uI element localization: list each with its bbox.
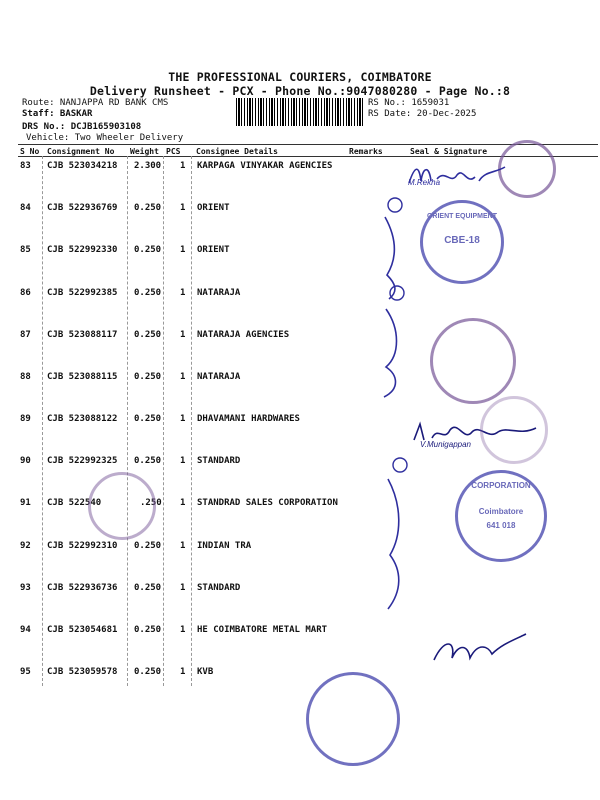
row-pcs: 1 <box>180 498 186 508</box>
row-pcs: 1 <box>180 583 186 593</box>
row-pcs: 1 <box>180 330 186 340</box>
row-consignment: CJB 522992385 <box>47 288 118 298</box>
standard-seal-stamp <box>455 470 547 562</box>
rs-number: RS No.: 1659031 <box>368 98 450 108</box>
row-pcs: 1 <box>180 541 186 551</box>
signature-row89-text: V.Munigappan <box>420 440 471 449</box>
vehicle-info: Vehicle: Two Wheeler Delivery <box>26 133 184 143</box>
barcode <box>236 98 364 126</box>
signature-row94 <box>430 630 530 670</box>
row-sno: 93 <box>20 583 31 593</box>
row-sno: 91 <box>20 498 31 508</box>
row-sno: 87 <box>20 330 31 340</box>
row-consignment: CJB 522992325 <box>47 456 118 466</box>
row-consignment: CJB 523059578 <box>47 667 118 677</box>
row-pcs: 1 <box>180 414 186 424</box>
row-sno: 83 <box>20 161 31 171</box>
col-separator <box>163 156 164 686</box>
row-weight: 0.250 <box>134 625 162 635</box>
row-consignment: CJB 522540 <box>47 498 102 508</box>
orient-stamp-code: CBE-18 <box>444 235 480 246</box>
drs-number: DRS No.: DCJB165903108 <box>22 122 142 132</box>
row-pcs: 1 <box>180 625 186 635</box>
standard-stamp-city: Coimbatore <box>478 507 524 516</box>
row-consignment: CJB 522936769 <box>47 203 118 213</box>
row-consignee: STANDRAD SALES CORPORATION <box>197 498 338 508</box>
runsheet-subtitle: Delivery Runsheet - PCX - Phone No.:9047080280 - Page No.:8 <box>89 84 511 98</box>
row-sno: 94 <box>20 625 31 635</box>
signature-row83-text: M.Rekha <box>408 178 441 187</box>
col-weight: Weight <box>130 147 159 156</box>
bracket-mark-87-88 <box>378 305 428 400</box>
row-sno: 85 <box>20 245 31 255</box>
col-separator <box>127 156 128 686</box>
orient-seal-stamp <box>420 200 504 284</box>
row-consignee: STANDARD <box>197 583 241 593</box>
row-pcs: 1 <box>180 372 186 382</box>
col-consignee: Consignee Details <box>196 147 278 156</box>
row-pcs: 1 <box>180 161 186 171</box>
row-sno: 89 <box>20 414 31 424</box>
row-weight: 0.250 <box>134 288 162 298</box>
row-sno: 86 <box>20 288 31 298</box>
row-consignment: CJB 522936736 <box>47 583 118 593</box>
overlap-seal-row91 <box>88 472 156 540</box>
row-pcs: 1 <box>180 203 186 213</box>
row-weight: .250 <box>140 498 162 508</box>
orient-stamp-text: ORIENT EQUIPMENT <box>426 213 497 220</box>
row-pcs: 1 <box>180 667 186 677</box>
col-separator <box>191 156 192 686</box>
row-sno: 88 <box>20 372 31 382</box>
row-consignee: NATARAJA AGENCIES <box>197 330 290 340</box>
seal-stamp-row89 <box>480 396 548 464</box>
row-weight: 0.250 <box>134 203 162 213</box>
company-title: THE PROFESSIONAL COURIERS, COIMBATORE <box>168 70 432 84</box>
col-pcs: PCS <box>166 147 181 156</box>
row-weight: 0.250 <box>134 583 162 593</box>
col-seal-signature: Seal & Signature <box>410 147 488 156</box>
row-sno: 90 <box>20 456 31 466</box>
row-consignment: CJB 522992310 <box>47 541 118 551</box>
row-consignment: CJB 523054681 <box>47 625 118 635</box>
row-weight: 0.250 <box>134 456 162 466</box>
standard-stamp-name: CORPORATION <box>471 481 531 490</box>
row-consignee: HE COIMBATORE METAL MART <box>197 625 328 635</box>
route-info: Route: NANJAPPA RD BANK CMS <box>22 98 169 108</box>
row-consignment: CJB 523088122 <box>47 414 118 424</box>
row-sno: 95 <box>20 667 31 677</box>
row-weight: 0.250 <box>134 245 162 255</box>
row-pcs: 1 <box>180 456 186 466</box>
row-consignee: NATARAJA <box>197 288 241 298</box>
row-consignee: KVB <box>197 667 214 677</box>
row-consignee: INDIAN TRA <box>197 541 252 551</box>
row-sno: 84 <box>20 203 31 213</box>
row-sno: 92 <box>20 541 31 551</box>
rs-date: RS Date: 20-Dec-2025 <box>368 109 477 119</box>
row-consignment: CJB 523088115 <box>47 372 118 382</box>
row-consignee: ORIENT <box>197 203 230 213</box>
col-consignment: Consignment No <box>47 147 115 156</box>
row-consignment: CJB 523034218 <box>47 161 118 171</box>
row-consignee: ORIENT <box>197 245 230 255</box>
kvb-seal-stamp <box>306 672 400 766</box>
row-consignee: DHAVAMANI HARDWARES <box>197 414 300 424</box>
row-weight: 0.250 <box>134 667 162 677</box>
nataraja-seal-stamp <box>430 318 516 404</box>
signature-row83 <box>405 155 515 195</box>
row-weight: 0.250 <box>134 541 162 551</box>
row-weight: 2.300 <box>134 161 162 171</box>
standard-stamp-pin: 641 018 <box>486 521 516 530</box>
row-consignee: KARPAGA VINYAKAR AGENCIES <box>197 161 333 171</box>
bracket-mark-84-86 <box>375 195 425 305</box>
row-consignee: STANDARD <box>197 456 241 466</box>
row-consignment: CJB 523088117 <box>47 330 118 340</box>
row-consignee: NATARAJA <box>197 372 241 382</box>
col-sno: S No <box>20 147 40 156</box>
row-weight: 0.250 <box>134 372 162 382</box>
staff-info: Staff: BASKAR <box>22 109 93 119</box>
col-separator <box>42 156 43 686</box>
col-remarks: Remarks <box>349 147 383 156</box>
bracket-mark-90-93 <box>382 455 422 615</box>
row-pcs: 1 <box>180 245 186 255</box>
row-weight: 0.250 <box>134 414 162 424</box>
row-pcs: 1 <box>180 288 186 298</box>
row-consignment: CJB 522992330 <box>47 245 118 255</box>
row-weight: 0.250 <box>134 330 162 340</box>
